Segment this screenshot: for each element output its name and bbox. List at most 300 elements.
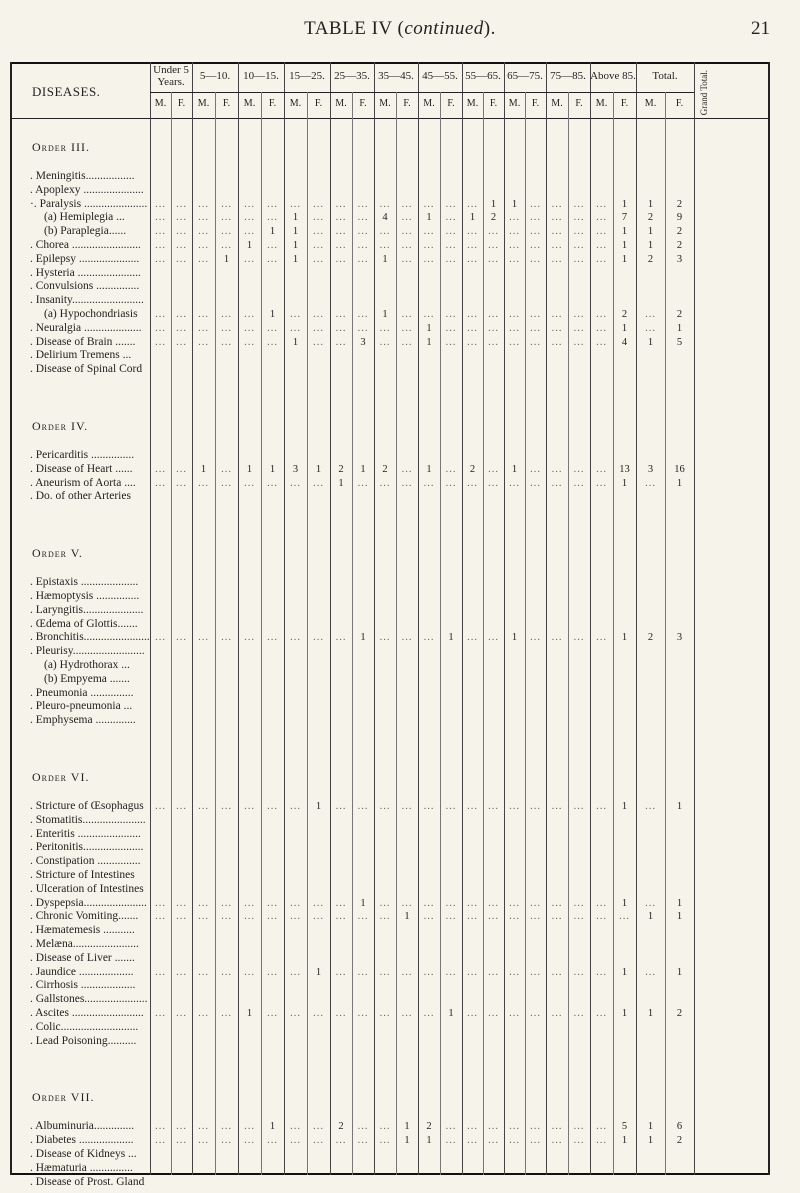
cell-dots: ... (313, 336, 324, 348)
cell-dots: ... (198, 240, 209, 251)
cell-value: 1 (621, 632, 628, 644)
cell-dots: ... (467, 322, 478, 334)
cell-dots: ... (221, 322, 232, 334)
cell-value: 1 (647, 198, 654, 210)
cell-dots: ... (401, 226, 413, 238)
cell-value: 1 (621, 1008, 628, 1019)
cell-value: 2 (676, 1135, 683, 1147)
cell-dots: ... (313, 1121, 324, 1133)
cell-dots: ... (596, 477, 607, 489)
cell-dots: ... (488, 336, 499, 348)
cell-dots: ... (155, 801, 166, 812)
cell-dots: ... (335, 309, 347, 320)
age-group-header: 25—35. (334, 70, 370, 82)
cell-dots: ... (530, 966, 541, 978)
cell-dots: ... (423, 966, 435, 978)
cell-dots: ... (509, 336, 520, 348)
cell-dots: ... (335, 632, 347, 644)
cell-dots: ... (488, 801, 499, 812)
cell-dots: ... (573, 322, 585, 334)
cell-dots: ... (176, 966, 187, 978)
cell-dots: ... (221, 477, 232, 489)
f-label: F. (177, 98, 186, 109)
cell-dots: ... (379, 336, 391, 348)
cell-dots: ... (488, 322, 499, 334)
cell-value: 1 (621, 1135, 628, 1147)
f-label: F. (268, 98, 277, 109)
cell-dots: ... (155, 477, 166, 489)
cell-value: 2 (676, 198, 683, 210)
cell-dots: ... (530, 253, 541, 265)
cell-dots: ... (573, 463, 585, 475)
cell-value: 3 (676, 632, 683, 644)
cell-value: 1 (647, 336, 654, 348)
f-label: F. (675, 98, 684, 109)
cell-dots: ... (290, 1121, 301, 1133)
disease-name: . Delirium Tremens ... (30, 349, 132, 362)
cell-dots: ... (445, 911, 457, 923)
cell-value: 1 (647, 1135, 654, 1147)
cell-value: 6 (676, 1121, 683, 1133)
cell-value: 1 (448, 1008, 454, 1019)
disease-name: . Lead Poisoning.......... (30, 1034, 137, 1047)
cell-dots: ... (530, 322, 541, 334)
cell-dots: ... (221, 198, 232, 210)
cell-dots: ... (313, 911, 324, 923)
cell-dots: ... (267, 1135, 278, 1147)
cell-dots: ... (155, 1121, 166, 1133)
disease-name: . Disease of Prost. Gland (30, 1175, 145, 1188)
m-label: M. (466, 98, 479, 109)
cell-dots: ... (244, 911, 255, 923)
cell-dots: ... (509, 322, 520, 334)
cell-value: 1 (315, 801, 322, 812)
cell-value: 4 (621, 336, 628, 348)
cell-dots: ... (379, 226, 391, 238)
cell-dots: ... (530, 632, 541, 644)
disease-name: . Emphysema .............. (30, 714, 136, 727)
cell-dots: ... (596, 226, 607, 238)
cell-dots: ... (244, 477, 255, 489)
disease-name: . Aneurism of Aorta .... (30, 476, 136, 489)
disease-name: (a) Hypochondriasis (44, 308, 138, 320)
disease-name: . Enteritis ...................... (30, 827, 141, 840)
cell-value: 1 (360, 897, 366, 909)
m-label: M. (595, 98, 608, 109)
disease-name: . Bronchitis....................... (30, 631, 150, 644)
cell-value: 5 (621, 1121, 628, 1133)
header-rule (10, 118, 770, 119)
cell-dots: ... (313, 1135, 324, 1147)
cell-dots: ... (198, 632, 209, 644)
cell-dots: ... (445, 309, 457, 320)
cell-value: 1 (200, 463, 207, 475)
cell-value: 2 (621, 309, 628, 320)
cell-dots: ... (596, 632, 607, 644)
cell-dots: ... (267, 253, 278, 265)
cell-dots: ... (379, 632, 391, 644)
cell-value: 1 (621, 226, 628, 238)
disease-name: . Pneumonia ............... (30, 686, 134, 699)
cell-dots: ... (221, 463, 232, 475)
cell-dots: ... (467, 226, 478, 238)
cell-value: 7 (621, 212, 628, 224)
cell-dots: ... (379, 240, 391, 251)
cell-value: 1 (676, 322, 683, 334)
cell-dots: ... (267, 632, 278, 644)
disease-name: . Meningitis................. (30, 170, 135, 182)
cell-dots: ... (244, 966, 255, 978)
cell-dots: ... (221, 1121, 232, 1133)
cell-dots: ... (645, 322, 656, 334)
cell-dots: ... (488, 966, 499, 978)
cell-value: 1 (246, 1008, 253, 1019)
cell-dots: ... (221, 226, 232, 238)
cell-value: 9 (676, 212, 683, 224)
cell-dots: ... (596, 1135, 607, 1147)
cell-dots: ... (488, 226, 499, 238)
cell-value: 1 (621, 477, 628, 489)
cell-dots: ... (645, 897, 656, 909)
disease-name: . Ascites ......................... (30, 1007, 144, 1019)
cell-dots: ... (221, 632, 232, 644)
cell-dots: ... (155, 322, 166, 334)
cell-value: 1 (511, 198, 518, 210)
m-label: M. (644, 98, 657, 109)
cell-dots: ... (155, 463, 166, 475)
cell-dots: ... (488, 1121, 499, 1133)
cell-value: 2 (676, 240, 683, 251)
disease-name: . Stricture of Œsophagus (30, 800, 144, 812)
age-group-header: 35—45. (378, 70, 414, 82)
cell-dots: ... (176, 322, 187, 334)
cell-value: 1 (382, 309, 388, 320)
cell-value: 1 (621, 322, 628, 334)
cell-dots: ... (509, 897, 520, 909)
cell-dots: ... (335, 226, 347, 238)
cell-dots: ... (488, 253, 499, 265)
cell-dots: ... (467, 309, 478, 320)
cell-dots: ... (573, 911, 585, 923)
cell-dots: ... (423, 897, 435, 909)
cell-dots: ... (335, 1135, 347, 1147)
cell-value: 1 (621, 240, 628, 251)
cell-dots: ... (488, 632, 499, 644)
cell-dots: ... (335, 1008, 347, 1019)
cell-dots: ... (423, 632, 435, 644)
cell-value: 2 (469, 463, 476, 475)
cell-value: 2 (490, 212, 497, 224)
cell-dots: ... (509, 966, 520, 978)
cell-value: 2 (426, 1121, 432, 1133)
cell-value: 1 (360, 632, 366, 644)
cell-dots: ... (467, 632, 478, 644)
order-heading: Order VII. (32, 1090, 95, 1105)
cell-dots: ... (551, 336, 563, 348)
cell-dots: ... (357, 309, 369, 320)
cell-dots: ... (401, 477, 413, 489)
cell-value: 1 (676, 966, 683, 978)
cell-dots: ... (313, 632, 324, 644)
cell-dots: ... (423, 911, 435, 923)
cell-dots: ... (155, 911, 166, 923)
cell-dots: ... (313, 226, 324, 238)
cell-dots: ... (509, 212, 520, 224)
disease-name: . Disease of Brain ....... (30, 335, 136, 348)
table-right-rule (768, 62, 770, 1175)
cell-dots: ... (445, 212, 457, 224)
disease-name: . Colic........................... (30, 1020, 139, 1033)
cell-dots: ... (313, 212, 324, 224)
cell-value: 1 (223, 253, 230, 265)
disease-name: . Disease of Heart ...... (30, 462, 133, 475)
disease-name: . Cirrhosis ................... (30, 979, 136, 992)
diseases-column-header: DISEASES. (32, 84, 101, 99)
order-heading: Order VI. (32, 770, 90, 784)
cell-dots: ... (573, 336, 585, 348)
cell-dots: ... (155, 1008, 166, 1019)
m-label: M. (335, 98, 347, 109)
disease-name: . Chronic Vomiting....... (30, 910, 139, 923)
disease-name: . Disease of Spinal Cord (30, 363, 143, 376)
cell-value: 1 (426, 336, 432, 348)
cell-value: 4 (382, 212, 388, 224)
cell-dots: ... (530, 897, 541, 909)
cell-dots: ... (573, 801, 585, 812)
cell-dots: ... (267, 966, 278, 978)
cell-value: 1 (360, 463, 366, 475)
cell-dots: ... (509, 1135, 520, 1147)
cell-dots: ... (401, 463, 413, 475)
cell-dots: ... (244, 322, 255, 334)
cell-value: 1 (269, 1121, 276, 1133)
cell-dots: ... (267, 801, 278, 812)
f-label: F. (403, 98, 411, 109)
cell-dots: ... (551, 240, 563, 251)
cell-dots: ... (530, 1121, 541, 1133)
cell-value: 1 (315, 463, 322, 475)
cell-dots: ... (313, 198, 324, 210)
cell-dots: ... (198, 212, 209, 224)
cell-value: 1 (511, 632, 518, 644)
cell-value: 1 (676, 911, 683, 923)
cell-dots: ... (645, 477, 656, 489)
cell-dots: ... (551, 477, 563, 489)
cell-dots: ... (467, 897, 478, 909)
cell-dots: ... (176, 212, 187, 224)
disease-name: . Hysteria ...................... (30, 266, 141, 279)
cell-dots: ... (551, 632, 563, 644)
disease-name: . Constipation ............... (30, 855, 141, 868)
cell-value: 2 (647, 212, 654, 224)
order-heading: Order V. (32, 546, 83, 561)
cell-dots: ... (335, 322, 347, 334)
cell-dots: ... (313, 897, 324, 909)
cell-value: 1 (292, 212, 299, 224)
cell-dots: ... (551, 1121, 563, 1133)
disease-table (10, 62, 770, 1188)
cell-dots: ... (267, 911, 278, 923)
f-label: F. (620, 98, 629, 109)
cell-value: 1 (676, 477, 683, 489)
cell-dots: ... (335, 336, 347, 348)
disease-name: . Convulsions ............... (30, 280, 140, 293)
age-group-header: 5—10. (199, 70, 231, 82)
cell-dots: ... (488, 897, 499, 909)
f-label: F. (575, 98, 583, 109)
age-group-header: Total. (652, 70, 678, 82)
disease-name: . Diabetes ................... (30, 1134, 134, 1147)
cell-dots: ... (290, 801, 301, 812)
cell-dots: ... (509, 911, 520, 923)
cell-dots: ... (401, 1008, 413, 1019)
cell-value: 1 (292, 226, 299, 238)
cell-dots: ... (645, 309, 656, 320)
cell-dots: ... (551, 463, 563, 475)
cell-dots: ... (509, 477, 520, 489)
cell-dots: ... (445, 801, 457, 812)
cell-dots: ... (379, 477, 391, 489)
cell-dots: ... (619, 911, 630, 923)
cell-dots: ... (357, 198, 369, 210)
cell-dots: ... (445, 1121, 457, 1133)
mf-split-rule (665, 92, 666, 1175)
cell-dots: ... (313, 322, 324, 334)
cell-value: 1 (490, 198, 497, 210)
cell-value: 1 (426, 1135, 432, 1147)
cell-dots: ... (467, 477, 478, 489)
age-group-header: Under 5 Years. (153, 64, 189, 88)
cell-dots: ... (530, 463, 541, 475)
cell-dots: ... (176, 897, 187, 909)
disease-name: . Pleurisy......................... (30, 645, 145, 658)
cell-dots: ... (335, 198, 347, 210)
cell-dots: ... (176, 911, 187, 923)
cell-dots: ... (509, 240, 520, 251)
cell-value: 2 (338, 463, 344, 475)
cell-value: 1 (246, 463, 253, 475)
cell-dots: ... (267, 212, 278, 224)
disease-name: (b) Paraplegia...... (44, 225, 127, 238)
cell-dots: ... (176, 1135, 187, 1147)
cell-value: 1 (621, 801, 628, 812)
cell-dots: ... (445, 253, 457, 265)
cell-dots: ... (509, 253, 520, 265)
cell-dots: ... (335, 966, 347, 978)
cell-dots: ... (155, 253, 166, 265)
cell-dots: ... (176, 336, 187, 348)
cell-dots: ... (551, 226, 563, 238)
cell-dots: ... (596, 322, 607, 334)
cell-dots: ... (530, 198, 541, 210)
cell-dots: ... (645, 801, 656, 812)
cell-dots: ... (488, 911, 499, 923)
cell-dots: ... (335, 240, 347, 251)
cell-dots: ... (467, 1135, 478, 1147)
cell-dots: ... (467, 240, 478, 251)
disease-name: . Apoplexy ..................... (30, 183, 144, 196)
cell-value: 1 (426, 463, 432, 475)
cell-dots: ... (221, 240, 232, 251)
disease-name: . Jaundice ................... (30, 965, 134, 978)
cell-dots: ... (221, 1135, 232, 1147)
age-group-header: Above 85. (590, 70, 636, 82)
cell-dots: ... (551, 911, 563, 923)
cell-value: 1 (469, 212, 476, 224)
disease-name: . Disease of Kidneys ... (30, 1148, 137, 1160)
cell-dots: ... (155, 632, 166, 644)
cell-dots: ... (176, 632, 187, 644)
cell-dots: ... (267, 198, 278, 210)
disease-name: . Chorea ........................ (30, 239, 141, 251)
cell-value: 3 (292, 463, 299, 475)
cell-dots: ... (401, 253, 413, 265)
cell-value: 1 (292, 240, 299, 251)
cell-dots: ... (221, 336, 232, 348)
cell-dots: ... (573, 226, 585, 238)
cell-dots: ... (155, 240, 166, 251)
cell-dots: ... (445, 897, 457, 909)
disease-name: . Disease of Liver ....... (30, 951, 135, 964)
cell-dots: ... (401, 309, 413, 320)
m-label: M. (243, 98, 256, 109)
age-group-header: 45—55. (422, 70, 458, 82)
f-label: F. (531, 98, 540, 109)
disease-name: . Pericarditis ............... (30, 449, 135, 461)
cell-value: 1 (292, 336, 299, 348)
cell-dots: ... (401, 212, 413, 224)
cell-dots: ... (176, 477, 187, 489)
cell-value: 1 (269, 309, 276, 320)
cell-value: 1 (621, 966, 628, 978)
cell-dots: ... (596, 240, 607, 251)
cell-dots: ... (244, 336, 255, 348)
cell-dots: ... (401, 966, 413, 978)
order-heading: Order III. (32, 140, 90, 154)
page-header (0, 18, 800, 42)
m-label: M. (423, 98, 435, 109)
cell-dots: ... (530, 212, 541, 224)
cell-dots: ... (596, 801, 607, 812)
cell-dots: ... (423, 309, 435, 320)
cell-dots: ... (290, 897, 301, 909)
cell-dots: ... (488, 477, 499, 489)
cell-value: 2 (676, 226, 683, 238)
cell-dots: ... (155, 212, 166, 224)
cell-dots: ... (290, 1008, 301, 1019)
cell-dots: ... (267, 477, 278, 489)
cell-dots: ... (357, 240, 369, 251)
cell-dots: ... (467, 1008, 478, 1019)
cell-dots: ... (596, 198, 607, 210)
cell-dots: ... (509, 801, 520, 812)
cell-dots: ... (401, 240, 413, 251)
cell-dots: ... (573, 477, 585, 489)
cell-dots: ... (357, 1135, 369, 1147)
cell-dots: ... (401, 801, 413, 812)
cell-dots: ... (155, 336, 166, 348)
f-label: F. (447, 98, 455, 109)
cell-dots: ... (221, 309, 232, 320)
cell-dots: ... (423, 1008, 435, 1019)
cell-dots: ... (467, 198, 478, 210)
cell-dots: ... (445, 966, 457, 978)
cell-dots: ... (551, 966, 563, 978)
cell-dots: ... (445, 477, 457, 489)
order-heading: Order IV. (32, 419, 89, 433)
disease-name: . Insanity......................... (30, 294, 144, 307)
cell-dots: ... (423, 477, 435, 489)
